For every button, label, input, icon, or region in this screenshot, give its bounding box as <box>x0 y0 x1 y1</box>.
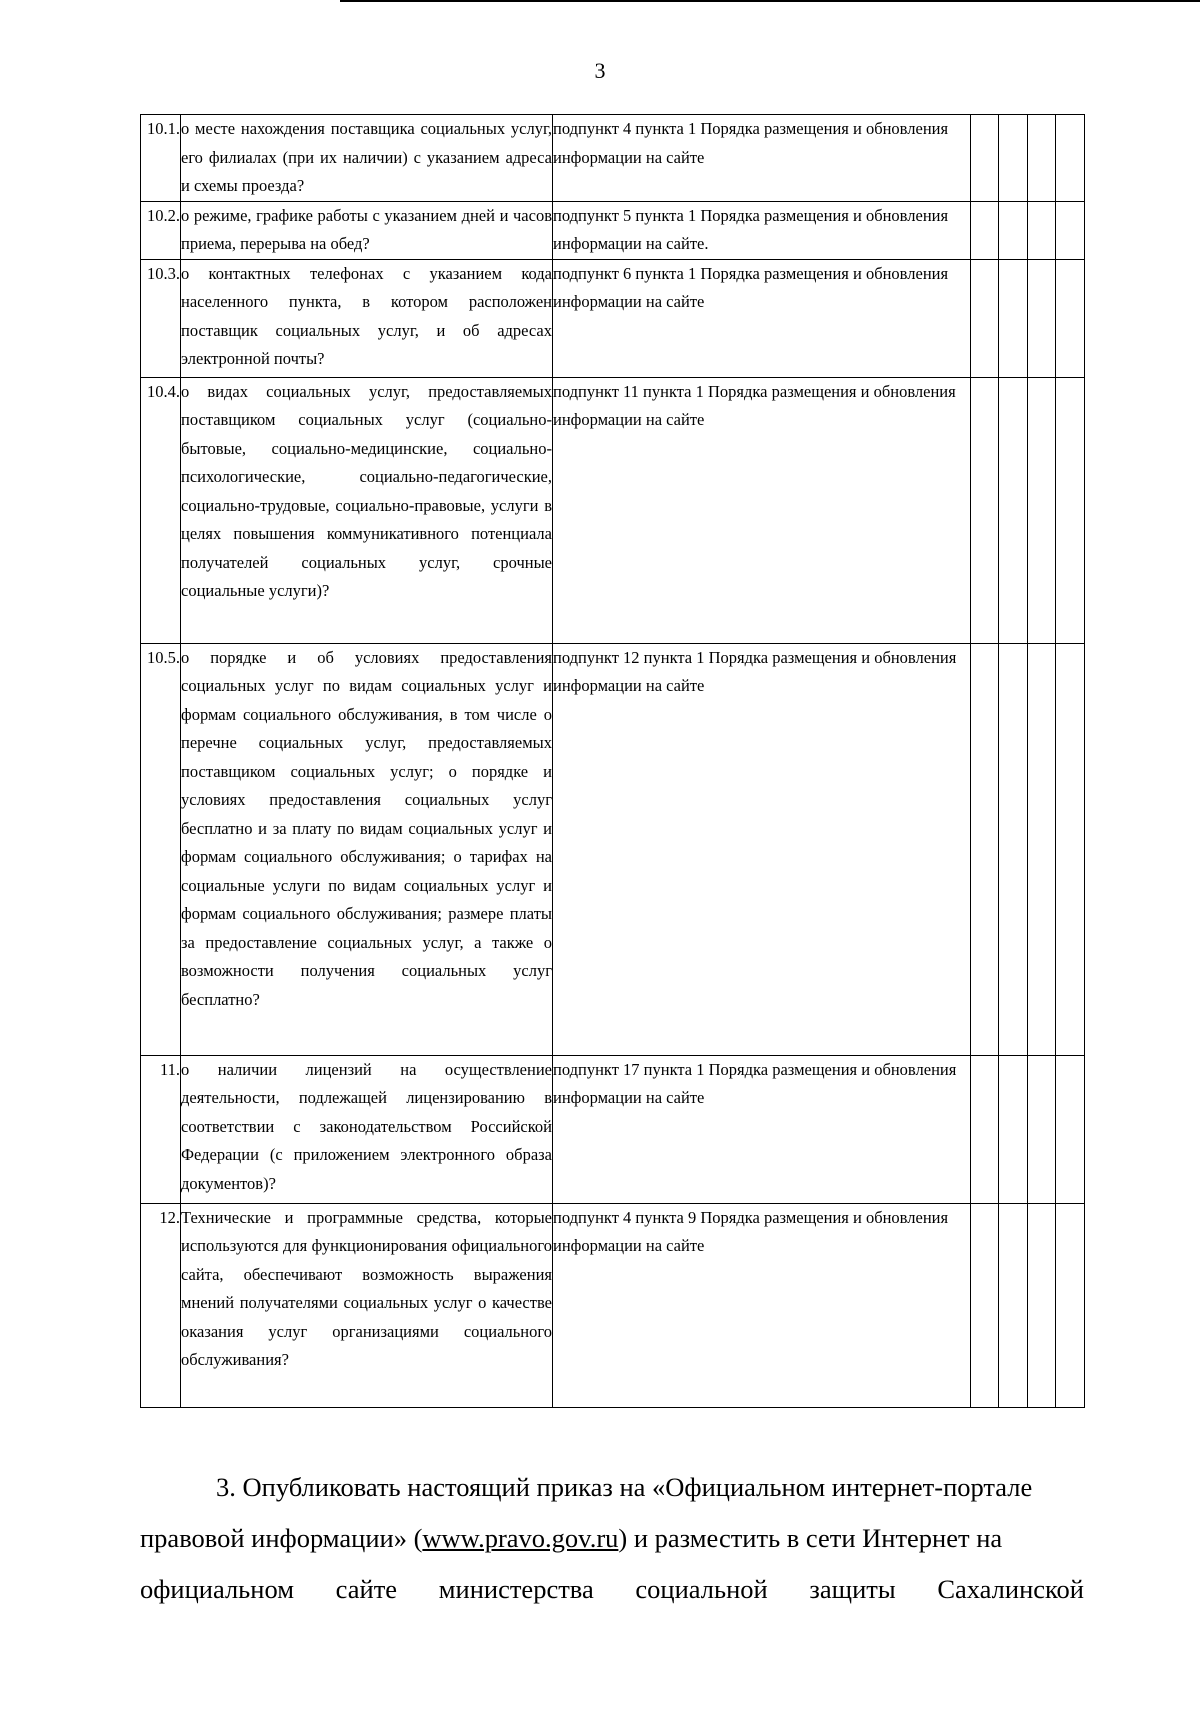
row-basis: подпункт 17 пункта 1 Порядка размещения и обновления информации на сайте <box>553 1055 971 1203</box>
mark-cell <box>1056 1203 1085 1407</box>
mark-cell <box>971 259 999 377</box>
paragraph-line-2-start: правовой информации» ( <box>140 1523 423 1553</box>
mark-cell <box>1028 259 1056 377</box>
row-basis: подпункт 11 пункта 1 Порядка размещения и обновления информации на сайте <box>553 377 971 643</box>
row-question: о порядке и об условиях предоставления социальных услуг по видам социальных услуг и формам социального обслуживания, в том числе о перечне социальных услуг, предоставляемых поставщиком социальных услуг; о порядке и условиях предоставления социальных услуг бесплатно и за плату по видам социальных услуг и формам социального обслуживания; о тарифах на социальные услуги по видам социальных услуг и формам социального обслуживания; размере платы за предоставление социальных услуг, а также о возможности получения социальных услуг бесплатно? <box>181 643 553 1055</box>
paragraph-line-3: официальном сайте министерства социальной защиты Сахалинской <box>140 1574 1084 1604</box>
mark-cell <box>1028 115 1056 202</box>
row-number: 10.4. <box>141 377 181 643</box>
mark-cell <box>1028 1055 1056 1203</box>
mark-cell <box>999 643 1028 1055</box>
row-question: о режиме, графике работы с указанием дней и часов приема, перерыва на обед? <box>181 201 553 259</box>
row-basis: подпункт 4 пункта 9 Порядка размещения и обновления информации на сайте <box>553 1203 971 1407</box>
mark-cell <box>971 1055 999 1203</box>
paragraph-line-1: 3. Опубликовать настоящий приказ на «Официальном интернет-портале <box>216 1472 1033 1502</box>
row-number: 10.5. <box>141 643 181 1055</box>
table-row <box>141 377 1085 643</box>
row-basis: подпункт 4 пункта 1 Порядка размещения и обновления информации на сайте <box>553 115 971 202</box>
mark-cell <box>1028 201 1056 259</box>
mark-cell <box>999 259 1028 377</box>
mark-cell <box>1056 259 1085 377</box>
table-row <box>141 201 1085 259</box>
row-number: 11. <box>141 1055 181 1203</box>
pravo-link[interactable]: www.pravo.gov.ru <box>422 1523 619 1553</box>
mark-cell <box>1028 1203 1056 1407</box>
table-row <box>141 115 1085 202</box>
mark-cell <box>999 1055 1028 1203</box>
table-row <box>141 1055 1085 1203</box>
top-rule <box>340 0 1200 2</box>
paragraph-line-2 <box>140 1513 1084 1564</box>
table-row <box>141 259 1085 377</box>
mark-cell <box>1028 377 1056 643</box>
row-number: 12. <box>141 1203 181 1407</box>
row-question: Технические и программные средства, которые используются для функционирования официального сайта, обеспечивают возможность выражения мнений получателями социальных услуг о качестве оказания услуг организациями социального обслуживания? <box>181 1203 553 1407</box>
mark-cell <box>999 201 1028 259</box>
page-number: 3 <box>594 58 606 83</box>
row-number: 10.1. <box>141 115 181 202</box>
mark-cell <box>1028 643 1056 1055</box>
mark-cell <box>1056 201 1085 259</box>
mark-cell <box>999 115 1028 202</box>
row-basis: подпункт 12 пункта 1 Порядка размещения и обновления информации на сайте <box>553 643 971 1055</box>
mark-cell <box>971 643 999 1055</box>
mark-cell <box>971 1203 999 1407</box>
mark-cell <box>1056 1055 1085 1203</box>
mark-cell <box>999 377 1028 643</box>
row-number: 10.2. <box>141 201 181 259</box>
row-number: 10.3. <box>141 259 181 377</box>
row-basis: подпункт 5 пункта 1 Порядка размещения и обновления информации на сайте. <box>553 201 971 259</box>
table-row <box>141 1203 1085 1407</box>
table-row <box>141 643 1085 1055</box>
mark-cell <box>999 1203 1028 1407</box>
mark-cell <box>971 377 999 643</box>
row-question: о видах социальных услуг, предоставляемых поставщиком социальных услуг (социально-бытовые, социально-медицинские, социально-психологические, социально-педагогические, социально-трудовые, социально-правовые, услуги в целях повышения коммуникативного потенциала получателей социальных услуг, срочные социальные услуги)? <box>181 377 553 643</box>
mark-cell <box>1056 643 1085 1055</box>
mark-cell <box>971 115 999 202</box>
paragraph-line-2-end: ) и разместить в сети Интернет на <box>618 1523 1003 1553</box>
row-question: о наличии лицензий на осуществление деятельности, подлежащей лицензированию в соответствии с законодательством Российской Федерации (с приложением электронного образа документов)? <box>181 1055 553 1203</box>
mark-cell <box>1056 377 1085 643</box>
mark-cell <box>1056 115 1085 202</box>
mark-cell <box>971 201 999 259</box>
checklist-table <box>140 114 1085 1408</box>
row-question: о месте нахождения поставщика социальных услуг, его филиалах (при их наличии) с указанием адреса и схемы проезда? <box>181 115 553 202</box>
row-basis: подпункт 6 пункта 1 Порядка размещения и обновления информации на сайте <box>553 259 971 377</box>
row-question: о контактных телефонах с указанием кода населенного пункта, в котором расположен поставщик социальных услуг, и об адресах электронной почты? <box>181 259 553 377</box>
